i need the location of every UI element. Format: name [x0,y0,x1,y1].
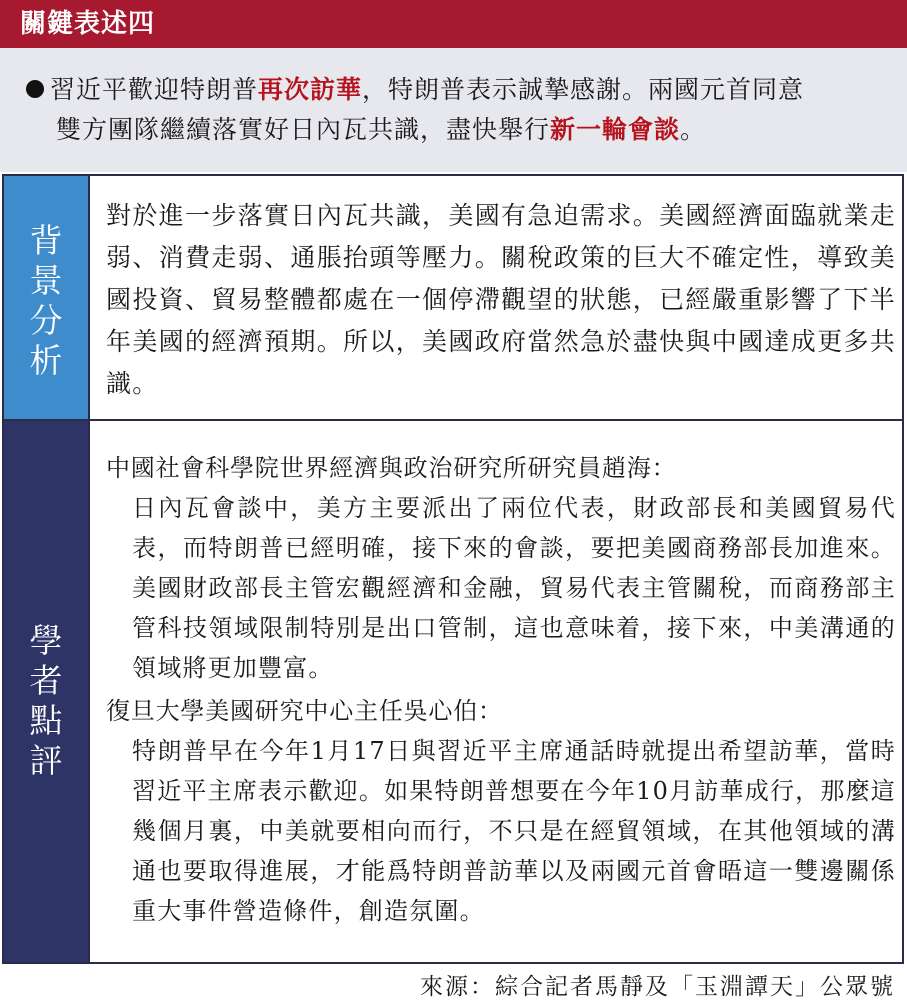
summary-line2-rest: 。 [680,115,707,144]
summary-line2-text: 雙方團隊繼續落實好日內瓦共識，盡快舉行 [56,115,551,144]
label-char: 分 [29,301,63,340]
label-char: 景 [29,261,63,300]
summary-highlight-visit: 再次訪華 [258,75,363,104]
background-analysis-label [4,221,88,381]
source-credit: 來源：綜合記者馬靜及「玉淵譚天」公眾號 [420,974,895,1000]
background-analysis-text: 對於進一步落實日內瓦共識，美國有急迫需求。美國經濟面臨就業走弱、消費走弱、通脹抬頭等壓力。關稅政策的巨大不確定性，導致美國投資、貿易整體都處在一個停滯觀望的狀態，已經嚴重影響了下半年美國的經濟預期。所以，美國政府當然急於盡快與中國達成更多共識。 [106,201,896,398]
scholar-quote: 日內瓦會談中，美方主要派出了兩位代表，財政部長和美國貿易代表，而特朗普已經明確，接下來的會談，要把美國商務部長加進來。美國財政部長主管宏觀經濟和金融，貿易代表主管關稅，而商務部主管科技領域限制特別是出口管制，這也意味着，接下來，中美溝通的領域將更加豐富。 [132,494,896,682]
summary-line-1 [26,70,886,110]
section-header [0,0,907,48]
row-divider [4,419,902,421]
scholars-comments-label [4,621,88,781]
label-char: 者 [29,661,63,700]
label-char: 評 [29,741,63,780]
summary-line-2 [26,110,886,150]
summary-text [26,70,886,150]
key-statement-summary [0,48,907,172]
section-title: 關鍵表述四 [20,9,156,39]
summary-line1-text: 習近平歡迎特朗普 [50,75,259,104]
summary-line1-rest: ，特朗普表示誠摯感謝。兩國元首同意 [362,75,805,104]
analysis-table [2,174,904,964]
scholar-quote: 特朗普早在今年1月17日與習近平主席通話時就提出希望訪華，當時習近平主席表示歡迎。如果特朗普想要在今年10月訪華成行，那麼這幾個月裏，中美就要相向而行，不只是在經貿領域，在其他領域的溝通也要取得進展，才能爲特朗普訪華以及兩國元首會晤這一雙邊關係重大事件營造條件，創造氛圍。 [132,737,896,925]
scholar-name: 中國社會科學院世界經濟與政治研究所研究員趙海： [106,454,677,482]
label-char: 析 [29,341,63,380]
label-char: 背 [29,221,63,260]
scholar-comment [106,691,896,931]
column-divider [88,176,90,962]
label-char: 點 [29,701,63,740]
summary-highlight-talks: 新一輪會談 [550,115,681,144]
scholar-comment [106,448,896,688]
bullet-icon [26,80,44,98]
label-char: 學 [29,621,63,660]
scholar-name: 復旦大學美國研究中心主任吳心伯： [106,697,503,725]
